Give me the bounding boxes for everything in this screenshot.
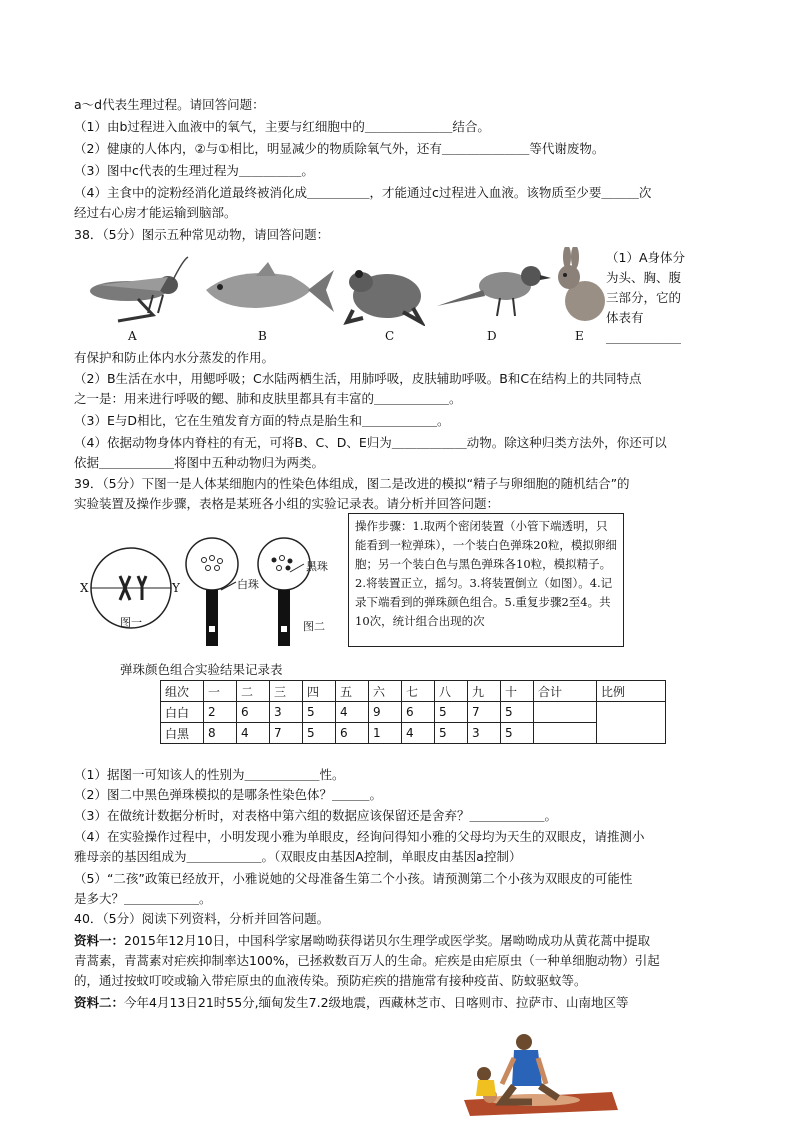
table-cell: 7 [270,723,303,744]
table-cell: 白黑 [161,723,204,744]
table-cell: 组次 [161,681,204,702]
table-cell: 8 [204,723,237,744]
table-cell: 5 [435,723,468,744]
q38-1-side: （1）A身体分 [606,250,686,265]
table-cell: 四 [303,681,336,702]
q39-a: 39．（5分）下图一是人体某细胞内的性染色体组成，图二是改进的模拟“精子与卵细胞的随机结合”的 [74,476,630,491]
table-cell: 5 [501,702,534,723]
table-row [161,702,666,723]
material-1-text: 2015年12月10日，中国科学家屠呦呦获得诺贝尔生理学或医学奖。屠呦呦成功从黄花蒿中提取 [124,933,651,948]
q37-4a: （4）主食中的淀粉经消化道最终被消化成＿＿＿＿＿，才能通过c过程进入血液。该物质至少要＿＿＿次 [74,185,652,200]
white-bead-label: 白珠 [237,578,259,591]
q38-title: 38．（5分）图示五种常见动物，请回答问题： [74,227,330,242]
result-table [160,680,666,744]
operation-steps: 操作步骤：1.取两个密闭装置（小管下端透明，只能看到一粒弹珠），一个装白色弹珠20粒，模拟卵细胞；另一个装白色与黑色弹珠各10粒，模拟精子。2.将装置正立，摇匀。3.将装置倒立（如图）。4.记录下端看到的弹珠颜色组合。5.重复步骤2至4。共10次，统计组合出现的次 [348,513,624,647]
cpr-illustration [462,1034,622,1118]
table-cell: 2 [204,702,237,723]
q40-title: 40．（5分）阅读下列资料，分析并回答问题。 [74,911,330,926]
q39-b: 实验装置及操作步骤，表格是某班各小组的实验记录表。请分析并回答问题： [74,496,500,511]
q39-4a: （4）在实验操作过程中，小明发现小雅为单眼皮，经询问得知小雅的父母均为天生的双眼皮，请推测小 [74,829,645,844]
grasshopper-image [78,255,190,327]
table-cell: 7 [468,702,501,723]
q39-5a: （5）“二孩”政策已经放开，小雅说她的父母准备生第二个小孩。请预测第二个小孩为双眼皮的可能性 [74,871,633,886]
table-cell: 6 [402,702,435,723]
q39-4b: 雅母亲的基因组成为＿＿＿＿＿＿。（双眼皮由基因A控制，单眼皮由基因a控制） [74,849,522,864]
q39-2: （2）图二中黑色弹珠模拟的是哪条性染色体？＿＿＿。 [74,787,382,802]
table-cell: 九 [468,681,501,702]
table-cell: 5 [303,702,336,723]
q38-1-side: 体表有 [606,310,644,325]
table-cell: 八 [435,681,468,702]
table-cell: 6 [336,723,369,744]
material-1-line [74,932,650,950]
table-cell: 白白 [161,702,204,723]
black-bead-label: 黑珠 [306,560,328,573]
q38-1-side: ＿＿＿＿＿＿ [606,330,682,345]
table-header-row [161,681,666,702]
frog-image [343,258,425,326]
x-label: X [80,581,89,595]
animal-label: B [258,329,267,343]
table-title: 弹珠颜色组合实验结果记录表 [120,662,283,677]
fish-image [196,262,336,320]
table-cell: 4 [336,702,369,723]
q38-1-side: 为头、胸、腹 [606,270,682,285]
q37-4b: 经过右心房才能运输到脑部。 [74,205,237,220]
q38-2a: （2）B生活在水中，用鳃呼吸；C水陆两栖生活，用肺呼吸，皮肤辅助呼吸。B和C在结构上的共同特点 [74,371,642,386]
material-1-label: 资料一： [74,933,125,948]
q39-3: （3）在做统计数据分析时，对表格中第六组的数据应该保留还是舍弃？＿＿＿＿＿＿。 [74,808,557,823]
q38-3: （3）E与D相比，它在生殖发育方面的特点是胎生和＿＿＿＿＿＿。 [74,413,450,428]
q38-4a: （4）依据动物身体内脊柱的有无，可将B、C、D、E归为＿＿＿＿＿＿动物。除这种归类方法外，你还可以 [74,435,667,450]
rabbit-image [553,247,609,325]
table-cell: 七 [402,681,435,702]
table-cell: 6 [237,702,270,723]
table-cell: 5 [435,702,468,723]
table-cell: 五 [336,681,369,702]
table-cell: 十 [501,681,534,702]
q37-3: （3）图中c代表的生理过程为＿＿＿＿＿。 [74,163,314,178]
table-cell: 3 [468,723,501,744]
animal-label: A [128,329,137,343]
q37-1: （1）由b过程进入血液中的氧气，主要与红细胞中的＿＿＿＿＿＿＿结合。 [74,119,490,134]
material-2-line [74,994,629,1012]
line-intro: a～d代表生理过程。请回答问题： [74,97,265,112]
table-cell: 9 [369,702,402,723]
y-label: Y [172,581,180,595]
table-cell: 六 [369,681,402,702]
fig1-caption: 图一 [120,616,142,629]
q38-4b: 依据＿＿＿＿＿＿将图中五种动物归为两类。 [74,455,325,470]
q39-1: （1）据图一可知该人的性别为＿＿＿＿＿＿性。 [74,767,345,782]
table-cell: 4 [402,723,435,744]
animal-label: C [385,329,395,343]
material-2-label: 资料二： [74,995,125,1010]
q38-2b: 之一是：用来进行呼吸的鳃、肺和皮肤里都具有丰富的＿＿＿＿＿＿。 [74,391,462,406]
table-cell [534,723,597,744]
q37-2: （2）健康的人体内，②与①相比，明显减少的物质除氧气外，还有＿＿＿＿＿＿＿等代谢废物。 [74,141,605,156]
table-cell: 三 [270,681,303,702]
material-2-text: 今年4月13日21时55分,缅甸发生7.2级地震，西藏林芝市、日喀则市、拉萨市、山南地区等 [124,995,629,1010]
material-1b: 青蒿素，青蒿素对疟疾抑制率达100%，已拯救数百万人的生命。疟疾是由疟原虫（一种单细胞动物）引起 [74,953,660,968]
material-1c: 的，通过按蚊叮咬或输入带疟原虫的血液传染。预防疟疾的措施常有接种疫苗、防蚊驱蚊等。 [74,973,587,988]
bird-image [435,262,555,320]
table-row [161,723,666,744]
table-cell: 一 [204,681,237,702]
table-cell: 5 [501,723,534,744]
table-cell: 比例 [597,681,666,702]
table-cell: 5 [303,723,336,744]
q38-1-side: 三部分，它的 [606,290,682,305]
table-cell: 3 [270,702,303,723]
table-cell: 二 [237,681,270,702]
animal-label: D [487,329,497,343]
table-cell: 1 [369,723,402,744]
q38-1-end: 有保护和防止体内水分蒸发的作用。 [74,350,275,365]
table-cell: 合计 [534,681,597,702]
q39-5b: 是多大？＿＿＿＿＿＿。 [74,891,212,906]
table-cell: 4 [237,723,270,744]
table-cell [534,702,597,723]
table-cell [597,702,666,744]
animal-label: E [575,329,584,343]
fig2-caption: 图二 [303,620,325,633]
